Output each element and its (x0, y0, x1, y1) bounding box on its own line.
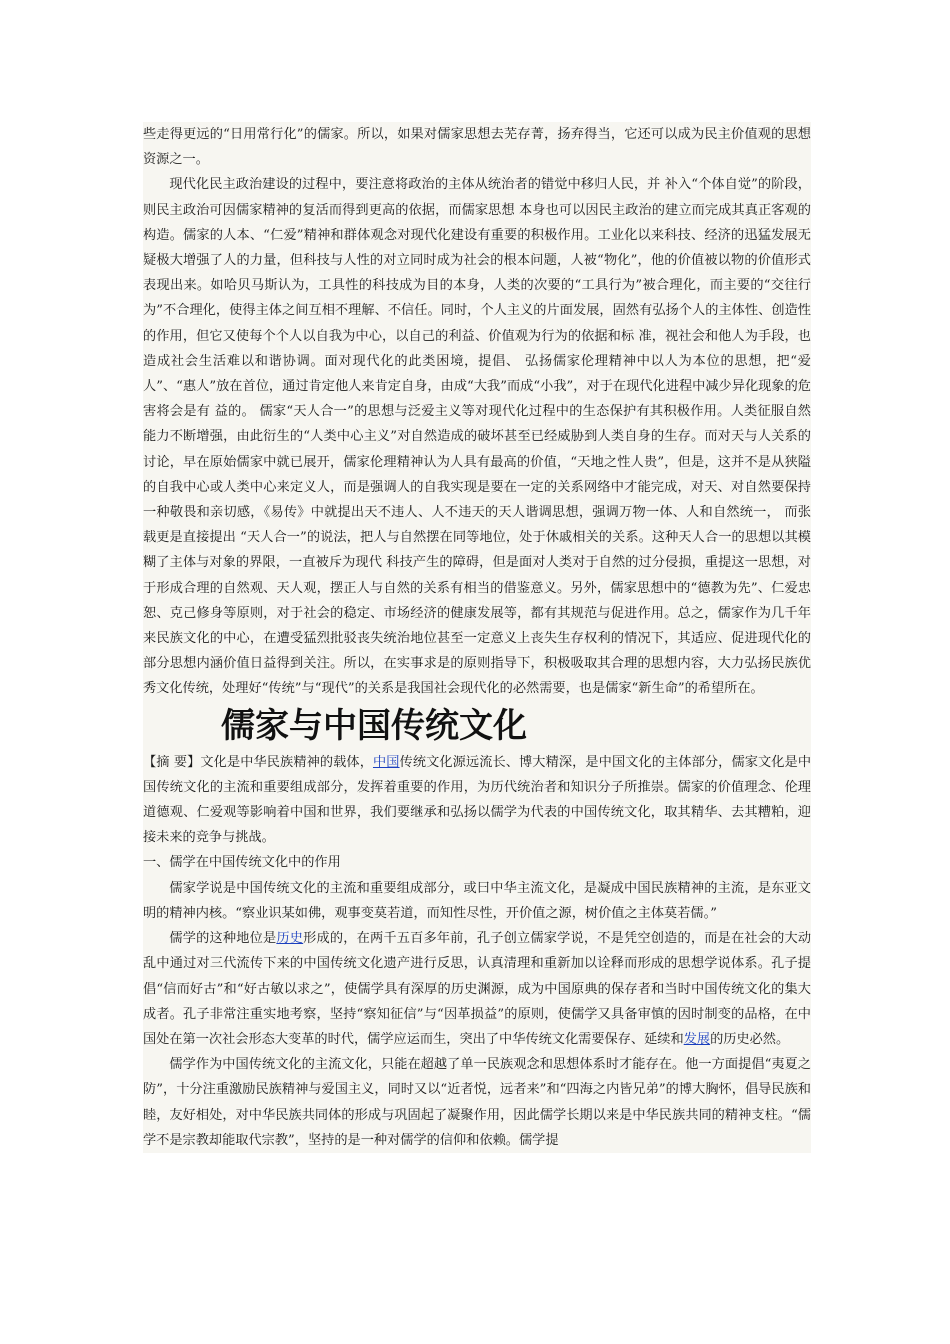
section1-paragraph-3: 儒学作为中国传统文化的主流文化，只能在超越了单一民族观念和思想体系时才能存在。他一方面提倡“夷夏之防”，十分注重激励民族精神与爱国主义，同时又以“近者悦，远者来”和“四海之内皆兄弟”的博大胸怀，倡导民族和睦，友好相处，对中华民族共同体的形成与巩固起了凝聚作用，因此儒学长期以来是中华民族共同的精神支柱。“儒学不是宗教却能取代宗教”，坚持的是一种对儒学的信仰和依赖。儒学提 (143, 1057, 811, 1148)
abstract-paragraph (143, 750, 811, 851)
document-body (143, 122, 811, 1153)
intro-paragraph-continued: 些走得更远的“日用常行化”的儒家。所以，如果对儒家思想去芜存菁，扬弃得当，它还可以成为民主价值观的思想资源之一。 (143, 127, 811, 168)
article-title: 儒家与中国传统文化 (143, 702, 811, 750)
s1p2-text-pre: 儒学的这种地位是 (169, 931, 277, 947)
abstract-label: 【摘 要】 (143, 754, 201, 770)
abstract-text-post: 传统文化源远流长、博大精深，是中国文化的主体部分，儒家文化是中国传统文化的主流和重要组成部分，发挥着重要的作用，为历代统治者和知识分子所推崇。儒家的价值理念、伦理道德观、仁爱观等影响着中国和世界，我们要继承和弘扬以儒学为代表的中国传统文化，取其精华、去其糟粕，迎接未来的竞争与挑战。 (143, 754, 812, 846)
s1p2-text-mid: 形成的，在两千五百多年前，孔子创立儒家学说，不是凭空创造的，而是在社会的大动乱中通过对三代流传下来的中国传统文化遗产进行反思，认真清理和重新加以诠释而形成的思想学说体系。孔子提倡“信而好古”和“好古敏以求之”，使儒学具有深厚的历史渊源，成为中国原典的保存者和当时中国传统文化的集大成者。孔子非常注重实地考察，坚持“察知征信”与“因革损益”的原则，使儒学又具备审慎的因时制变的品格，在中国处在第一次社会形态大变革的时代，儒学应运而生，突出了中华传统文化需要保存、延续和 (143, 931, 812, 1047)
link-china[interactable]: 中国 (372, 754, 400, 770)
section1-paragraph-2 (143, 926, 811, 1052)
intro-paragraph-modernization: 现代化民主政治建设的过程中，要注意将政治的主体从统治者的错觉中移归人民，并 补入“个体自觉”的阶段，则民主政治可因儒家精神的复活而得到更高的依据，而儒家思想 本身也可以因民主政治的建立而完成其真正客观的构造。儒家的人本、“仁爱”精神和群体观念对现代化建设有重要的积极作用。工业化以来科技、经济的迅猛发展无疑极大增强了人的力量，但科技与人性的对立同时成为社会的根本问题，人被“物化”，他的价值被以物的价值形式表现出来。如哈贝马斯认为，工具性的科技成为目的本身，人类的次要的“工具行为”被合理化，而主要的“交往行为”不合理化，使得主体之间互相不理解、不信任。同时，个人主义的片面发展，固然有弘扬个人的主体性、创造性的作用，但它又使每个个人以自我为中心，以自己的利益、价值观为行为的依据和标 准，视社会和他人为手段，也造成社会生活难以和谐协调。面对现代化的此类困境，提倡、 弘扬儒家伦理精神中以人为本位的思想，把“爱人”、“惠人”放在首位，通过肯定他人来肯定自身，由成“大我”而成“小我”，对于在现代化进程中减少异化现象的危害将会是有 益的。 儒家“天人合一”的思想与泛爱主义等对现代化过程中的生态保护有其积极作用。人类征服自然能力不断增强，由此衍生的“人类中心主义”对自然造成的破坏甚至已经威胁到人类自身的生存。而对天与人关系的讨论，早在原始儒家中就已展开，儒家伦理精神认为人具有最高的价值，“天地之性人贵”，但是，这并不是从狭隘的自我中心或人类中心来定义人，而是强调人的自我实现是要在一定的关系网络中才能完成，对天、对自然要保持一种敬畏和亲切感，《易传》中就提出天不违人、人不违天的天人谐调思想，强调万物一体、人和自然统一， 而张载更是直接提出 “天人合一”的说法，把人与自然摆在同等地位，处于休戚相关的关系。这种天人合一的思想以其模糊了主体与对象的界限，一直被斥为现代 科技产生的障碍，但是面对人类对于自然的过分侵损，重提这一思想，对于形成合理的自然观、天人观，摆正人与自然的关系有相当的借鉴意义。另外，儒家思想中的“德教为先”、仁爱忠恕、克己修身等原则，对于社会的稳定、市场经济的健康发展等，都有其规范与促进作用。总之，儒家作为几千年来民族文化的中心，在遭受猛烈批驳丧失统治地位甚至一定意义上丧失生存权利的情况下，其适应、促进现代化的部分思想内涵价值日益得到关注。所以，在实事求是的原则指导下，积极吸取其合理的思想内容，大力弘扬民族优秀文化传统，处理好“传统”与“现代”的关系是我国社会现代化的必然需要，也是儒家“新生命”的希望所在。 (143, 177, 811, 697)
section-heading-1: 一、儒学在中国传统文化中的作用 (143, 855, 341, 871)
link-development[interactable]: 发展 (683, 1031, 711, 1047)
abstract-text-pre: 文化是中华民族精神的载体， (200, 754, 373, 770)
s1p2-text-post: 的历史必然。 (710, 1031, 790, 1047)
link-history[interactable]: 历史 (276, 931, 304, 947)
section1-paragraph-1: 儒家学说是中国传统文化的主流和重要组成部分，或曰中华主流文化，是凝成中国民族精神的主流，是东亚文明的精神内核。“察业识某如佛，观事变莫若道，而知性尽性，开价值之源，树价值之主体莫若儒。” (143, 880, 811, 921)
